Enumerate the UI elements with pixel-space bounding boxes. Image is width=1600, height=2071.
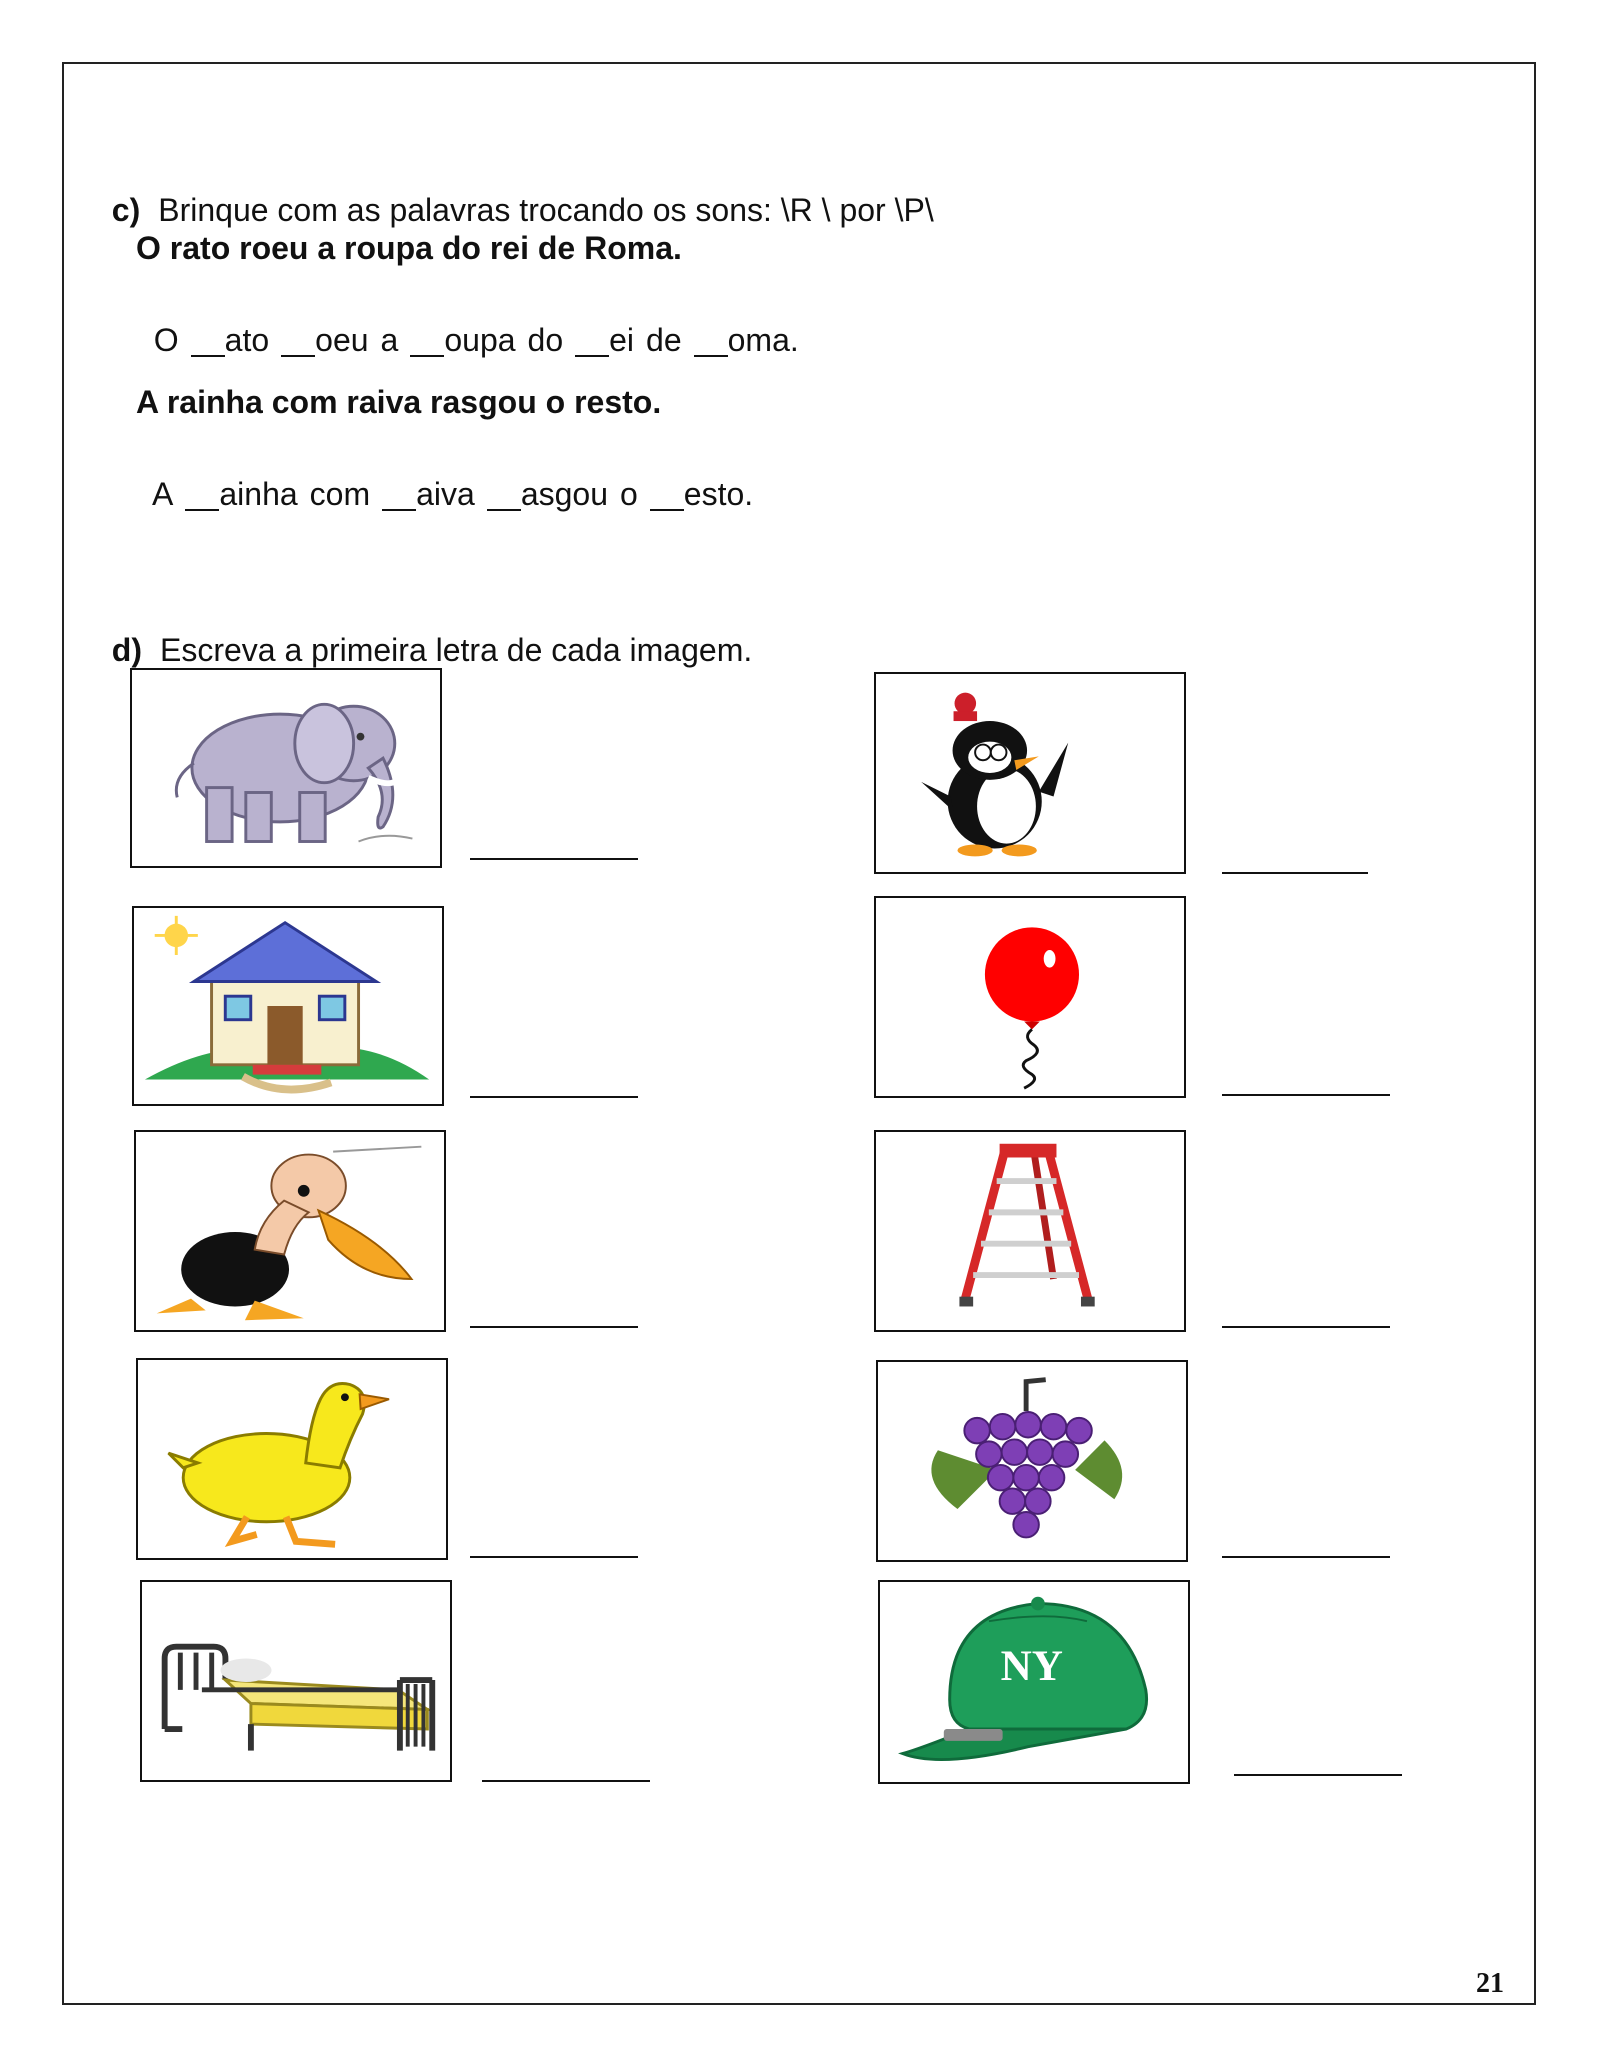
gap-sentence-1 bbox=[136, 280, 799, 360]
cap-picture bbox=[878, 1580, 1190, 1784]
answer-line[interactable] bbox=[482, 1780, 650, 1782]
answer-line[interactable] bbox=[1222, 1326, 1390, 1328]
answer-line[interactable] bbox=[1222, 1094, 1390, 1096]
gap-blank[interactable] bbox=[694, 325, 728, 357]
gap-blank[interactable] bbox=[191, 325, 225, 357]
gap-word: esto. bbox=[683, 476, 754, 512]
answer-line[interactable] bbox=[470, 1556, 638, 1558]
house-icon bbox=[134, 908, 442, 1104]
answer-line[interactable] bbox=[1222, 872, 1368, 874]
gap-word: do bbox=[527, 322, 564, 358]
elephant-picture bbox=[130, 668, 442, 868]
cap-icon bbox=[880, 1582, 1188, 1782]
gap-blank[interactable] bbox=[185, 479, 219, 511]
gap-blank[interactable] bbox=[487, 479, 521, 511]
exercise-c-text: Brinque com as palavras trocando os sons: \R \ por \P\ bbox=[158, 192, 934, 228]
exercise-d-text: Escreva a primeira letra de cada imagem. bbox=[159, 632, 753, 668]
gap-word: oeu bbox=[315, 322, 369, 358]
exercise-c-instruction bbox=[94, 150, 934, 230]
gap-word: ato bbox=[224, 322, 270, 358]
penguin-icon bbox=[876, 674, 1184, 872]
gap-blank[interactable] bbox=[650, 479, 684, 511]
gap-word: asgou bbox=[520, 476, 608, 512]
gap-word: ainha bbox=[219, 476, 298, 512]
bed-icon bbox=[142, 1582, 450, 1780]
gap-word: com bbox=[309, 476, 371, 512]
answer-line[interactable] bbox=[1234, 1774, 1402, 1776]
sentence-2: A rainha com raiva rasgou o resto. bbox=[136, 384, 662, 420]
gap-word: O bbox=[153, 322, 179, 358]
page-number: 21 bbox=[1476, 1968, 1504, 1999]
duck-icon bbox=[138, 1360, 446, 1558]
gap-word: a bbox=[380, 322, 399, 358]
elephant-icon bbox=[132, 670, 440, 866]
sentence-1: O rato roeu a roupa do rei de Roma. bbox=[136, 230, 682, 266]
gap-word: A bbox=[152, 476, 174, 512]
grapes-icon bbox=[878, 1362, 1186, 1560]
answer-line[interactable] bbox=[470, 858, 638, 860]
exercise-c-label: c) bbox=[111, 192, 141, 228]
gap-word: ei bbox=[609, 322, 635, 358]
grapes-picture bbox=[876, 1360, 1188, 1562]
balloon-icon bbox=[876, 898, 1184, 1096]
exercise-d-label: d) bbox=[111, 632, 142, 668]
house-picture bbox=[132, 906, 444, 1106]
ladder-icon bbox=[876, 1132, 1184, 1330]
gap-word: aiva bbox=[416, 476, 475, 512]
exercise-d-instruction bbox=[94, 590, 752, 670]
vulture-icon bbox=[136, 1132, 444, 1330]
gap-blank[interactable] bbox=[410, 325, 444, 357]
duck-picture bbox=[136, 1358, 448, 1560]
gap-word: oma. bbox=[727, 322, 799, 358]
penguin-picture bbox=[874, 672, 1186, 874]
bed-picture bbox=[140, 1580, 452, 1782]
cap-logo: NY bbox=[1000, 1643, 1063, 1691]
gap-word: o bbox=[620, 476, 638, 512]
vulture-picture bbox=[134, 1130, 446, 1332]
answer-line[interactable] bbox=[1222, 1556, 1390, 1558]
gap-word: oupa bbox=[444, 322, 516, 358]
balloon-picture bbox=[874, 896, 1186, 1098]
gap-sentence-2 bbox=[136, 434, 753, 514]
answer-line[interactable] bbox=[470, 1096, 638, 1098]
gap-blank[interactable] bbox=[281, 325, 315, 357]
gap-word: de bbox=[646, 322, 682, 358]
gap-blank[interactable] bbox=[382, 479, 416, 511]
answer-line[interactable] bbox=[470, 1326, 638, 1328]
ladder-picture bbox=[874, 1130, 1186, 1332]
gap-blank[interactable] bbox=[575, 325, 609, 357]
